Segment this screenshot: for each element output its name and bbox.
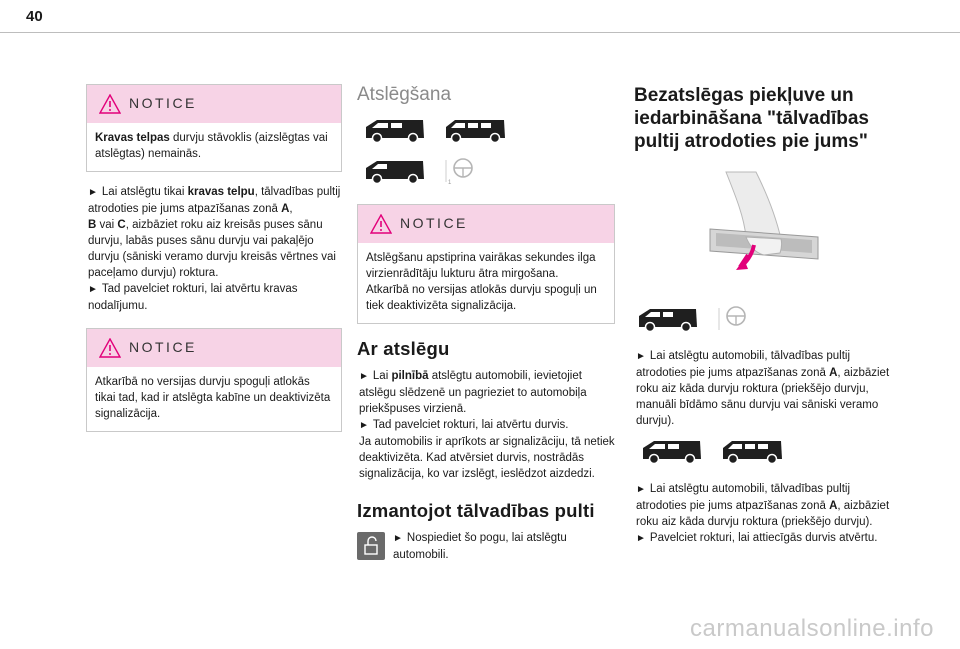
keyless-unlock-instruction-2: ► Lai atslēgtu automobili, tālvadības pultij atrodoties pie jums atpazīšanas zonā A, aizbāziet roku aiz kāda durvju roktura (priekšējo durvju). ► Pavelciet rokturi, lai attiecīgās durvis atvērtu. [636, 483, 890, 544]
van-short-icon [363, 116, 427, 144]
notice-header [87, 85, 341, 123]
heading-remote: Izmantojot tālvadības pulti [357, 500, 595, 521]
van-panel-icon [363, 157, 427, 185]
arrow-bullet-icon: ► [636, 533, 646, 544]
notice-text: Kravas telpas durvju stāvoklis (aizslēgtas vai atslēgtas) nemainās. [95, 132, 328, 160]
arrow-bullet-icon: ► [636, 351, 646, 362]
notice-box-mirrors [86, 328, 342, 432]
heading-keyless: Bezatslēgas piekļuve un iedarbināšana "tālvadības pultij atrodoties pie jums" [634, 85, 869, 152]
hand-door-handle-illustration [706, 167, 826, 287]
van-short-icon [640, 437, 704, 465]
notice-text: Atslēgšanu apstiprina vairākas sekundes ilga virzienrādītāju lukturu ātra mirgošana. Atkarībā no versijas atlokās durvju spoguļi un tiek deaktivizēta signalizācija. [366, 252, 597, 312]
notice-title: NOTICE [400, 215, 468, 231]
remote-unlock-instruction: ► Nospiediet šo pogu, lai atslēgtu automobili. [393, 532, 567, 561]
keyless-unlock-instruction-1: ► Lai atslēgtu automobili, tālvadības pultij atrodoties pie jums atpazīšanas zonā A, aizbāziet roku aiz kāda durvju roktura (priekšējo durvju, manuāli bīdāmo sānu durvju vai sāniski veramo durvju). [636, 350, 890, 427]
notice-title: NOTICE [129, 95, 197, 111]
column-left [86, 84, 342, 444]
warning-icon [99, 338, 121, 358]
van-long-icon [443, 116, 507, 144]
vehicle-icons-row-1 [363, 116, 615, 150]
unlock-button-icon [357, 532, 385, 560]
steering-wheel-sensor-icon [443, 156, 477, 186]
vehicle-icons-row-3 [636, 304, 894, 338]
cargo-unlock-instruction: ► Lai atslēgtu tikai kravas telpu, tālvadības pultij atrodoties pie jums atpazīšanas zonā A, B vai C, aizbāziet roku aiz kreisās puses sānu durvju, labās puses sānu durvju vai pakaļējo durvju (sāniski veramo durvju kreisās vērtnes vai paceļamo durvju) roktura. ► Tad pavelciet rokturi, lai atvērtu kravas nodalījumu. [88, 186, 341, 312]
arrow-bullet-icon: ► [88, 284, 98, 295]
notice-box-cargo [86, 84, 342, 172]
notice-header [358, 205, 614, 243]
van-panel-icon [636, 305, 700, 333]
column-right [634, 84, 894, 555]
svg-text:1: 1 [448, 180, 452, 186]
warning-icon [99, 94, 121, 114]
column-middle [357, 84, 615, 563]
steering-wheel-sensor-icon [716, 304, 750, 334]
top-rule [0, 32, 960, 33]
arrow-bullet-icon: ► [393, 533, 403, 544]
watermark: carmanualsonline.info [690, 615, 934, 642]
arrow-bullet-icon: ► [636, 484, 646, 495]
warning-icon [370, 214, 392, 234]
van-long-icon [720, 437, 784, 465]
key-unlock-instruction: ► Lai pilnībā atslēgtu automobili, ievietojiet atslēgu slēdzenē un pagrieziet to automobiļa priekšpuses virzienā. ► Tad pavelciet rokturi, lai atvērtu durvis. Ja automobilis ir aprīkots ar signalizāciju, tā netiek deaktivizēta. Kad atvērsiet durvis, nostrādās signalizācija, ko var izslēgt, ieslēdzot aizdedzi. [359, 370, 615, 480]
remote-unlock-row [357, 530, 615, 563]
section-title: Atslēgšana [357, 84, 452, 105]
vehicle-icons-row-2 [363, 156, 615, 190]
arrow-bullet-icon: ► [359, 371, 369, 382]
notice-box-unlock [357, 204, 615, 324]
page-number: 40 [26, 8, 43, 25]
alarm-note: Ja automobilis ir aprīkots ar signalizāciju, tā netiek deaktivizēta. Kad atvērsiet durvis, nostrādās signalizācija, ko var izslēgt, ieslēdzot aizdedzi. [359, 436, 615, 480]
notice-title: NOTICE [129, 339, 197, 355]
notice-text: Atkarībā no versijas durvju spoguļi atlokās tikai tad, kad ir atslēgta kabīne un deaktivizēta signalizācija. [95, 376, 331, 420]
vehicle-icons-row-4 [640, 437, 894, 471]
notice-header [87, 329, 341, 367]
arrow-bullet-icon: ► [359, 420, 369, 431]
heading-with-key: Ar atslēgu [357, 338, 450, 359]
arrow-bullet-icon: ► [88, 187, 98, 198]
